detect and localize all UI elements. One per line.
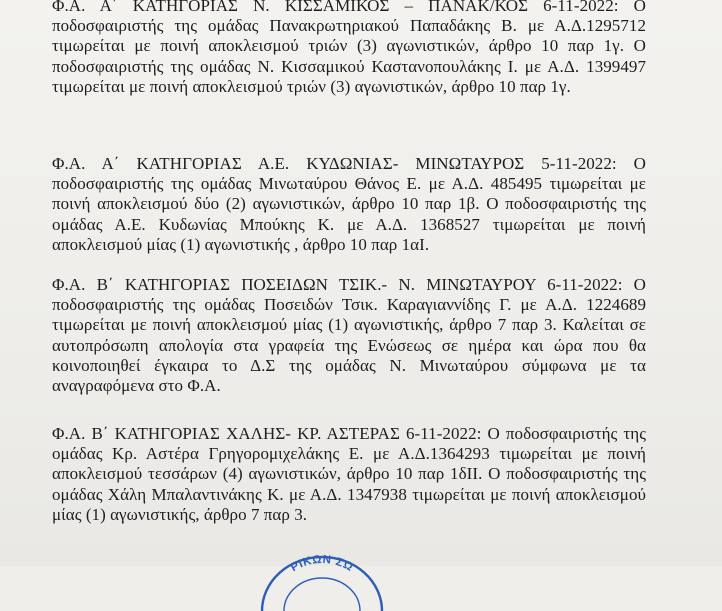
decision-paragraph-3: Φ.Α. Β΄ ΚΑΤΗΓΟΡΙΑΣ ΠΟΣΕΙΔΩΝ ΤΣΙΚ.- Ν. ΜΙΝΩΤΑΥΡΟΥ 6-11-2022: Ο ποδοσφαιριστής της ομάδας Ποσειδών Τσικ. Καραγιαννίδης Γ. με Α.Δ. 1224689 τιμωρείται με ποινή αποκλεισμού μίας (1) αγωνιστικής, άρθρο 7 παρ 3. Καλείται σε αυτοπρόσωπη απολογία στα γραφεία της Ενώσεως σε ημέρα και ώρα που θα κοινοποιηθεί έγκαιρα το Δ.Σ της ομάδας Ν. Μινωταύρου σύμφωνα με τα αναγραφόμενα στο Φ.Α. (52, 275, 646, 396)
decision-paragraph-2: Φ.Α. Α΄ ΚΑΤΗΓΟΡΙΑΣ Α.Ε. ΚΥΔΩΝΙΑΣ- ΜΙΝΩΤΑΥΡΟΣ 5-11-2022: Ο ποδοσφαιριστής της ομάδας Μινωταύρου Θάνος Ε. με Α.Δ. 485495 τιμωρείται με ποινή αποκλεισμού δύο (2) αγωνιστικών, άρθρο 10 παρ 1β. Ο ποδοσφαιριστής της ομάδας Α.Ε. Κυδωνίας Μπούκης Κ. με Α.Δ. 1368527 τιμωρείται με ποινή αποκλεισμού μίας (1) αγωνιστικής , άρθρο 10 παρ 1αΙ. (52, 154, 646, 254)
decision-paragraph-1: Φ.Α. Α΄ ΚΑΤΗΓΟΡΙΑΣ Ν. ΚΙΣΣΑΜΙΚΟΣ – ΠΑΝΑΚ/ΚΟΣ 6-11-2022: Ο ποδοσφαιριστής της ομάδας Πανακρωτηριακού Παπαδάκης Β. με Α.Δ.1295712 τιμωρείται με ποινή αποκλεισμού τριών (3) αγωνιστικών, άρθρο 10 παρ 1γ. Ο ποδοσφαιριστής της ομάδας Ν. Κισσαμικού Καστανοπουλάκης Ι. με Α.Δ. 1399497 τιμωρείται με ποινή αποκλεισμού τριών (3) αγωνιστικών, άρθρο 10 παρ 1γ. (52, 0, 646, 96)
stamp-text: ΡΙΚΩΝ ΣΩ (288, 553, 356, 575)
decision-paragraph-4: Φ.Α. Β΄ ΚΑΤΗΓΟΡΙΑΣ ΧΑΛΗΣ- ΚΡ. ΑΣΤΕΡΑΣ 6-11-2022: Ο ποδοσφαιριστής της ομάδας Κρ. Αστέρα Γρηγορομιχελάκης Ε. με Α.Δ.1364293 τιμωρείται με ποινή αποκλεισμού τεσσάρων (4) αγωνιστικών, άρθρο 10 παρ 1δΙΙ. Ο ποδοσφαιριστής της ομάδας Χάλη Μπαλαντινάκης Κ. με Α.Δ. 1347938 τιμωρείται με ποινή αποκλεισμού μίας (1) αγωνιστικής, άρθρο 7 παρ 3. (52, 424, 646, 524)
association-stamp-icon (256, 551, 388, 611)
